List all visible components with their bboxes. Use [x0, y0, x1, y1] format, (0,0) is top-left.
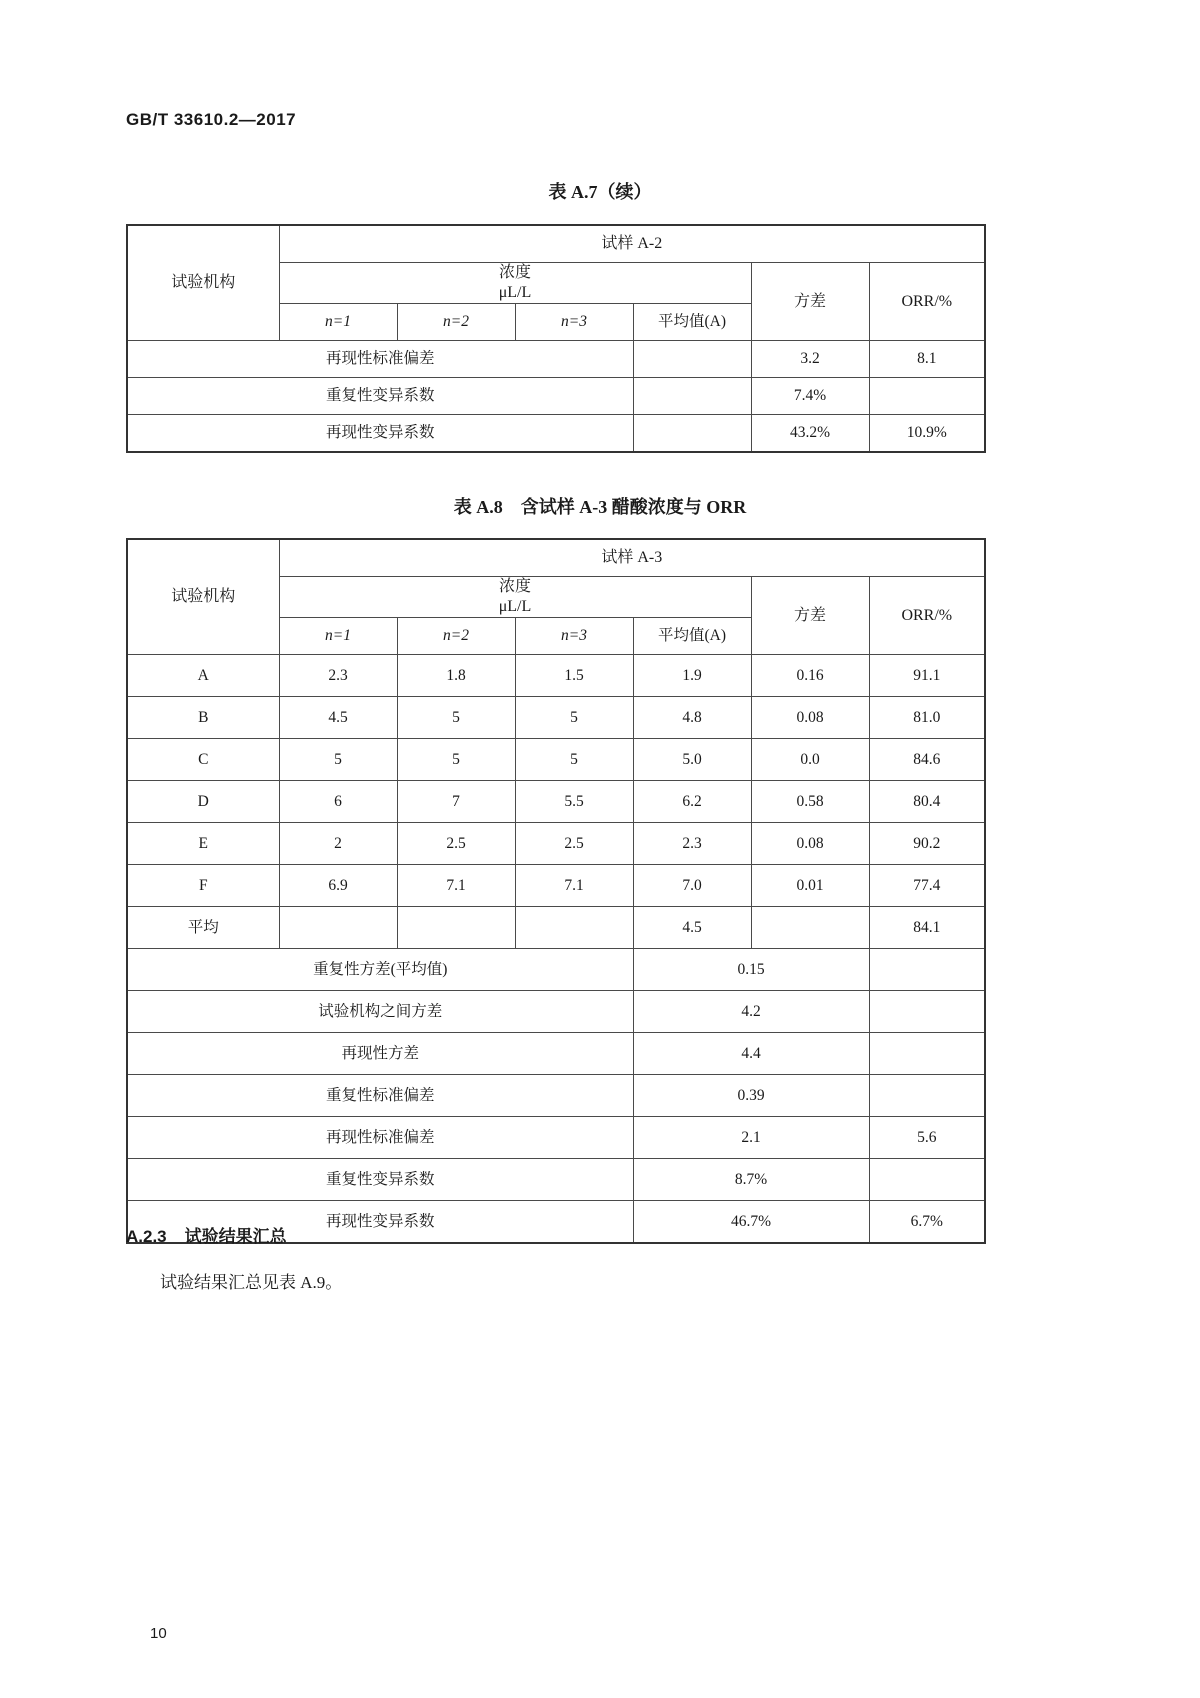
- row-n3: [515, 907, 633, 949]
- row-n3: 1.5: [515, 655, 633, 697]
- summary-orr: 5.6: [869, 1117, 985, 1159]
- summary-label: 重复性变异系数: [127, 378, 633, 415]
- row-mean: 7.0: [633, 865, 751, 907]
- row-n1: 4.5: [279, 697, 397, 739]
- page-header: GB/T 33610.2—2017: [126, 110, 297, 129]
- row-n3: 5: [515, 739, 633, 781]
- row-mean: 2.3: [633, 823, 751, 865]
- header-sample: 试样 A-3: [279, 539, 985, 577]
- summary-label: 再现性变异系数: [127, 1201, 633, 1243]
- header-concentration-line1: 浓度: [498, 264, 531, 281]
- row-n1: 2.3: [279, 655, 397, 697]
- header-variance: 方差: [751, 263, 869, 341]
- summary-value: 8.7%: [633, 1159, 869, 1201]
- row-institution: C: [127, 739, 279, 781]
- row-institution: 平均: [127, 907, 279, 949]
- row-institution: D: [127, 781, 279, 823]
- table-row: [127, 1117, 985, 1159]
- row-variance: [751, 907, 869, 949]
- row-institution: B: [127, 697, 279, 739]
- row-variance: 0.01: [751, 865, 869, 907]
- row-orr: 81.0: [869, 697, 985, 739]
- header-n3: n=3: [515, 304, 633, 341]
- summary-mean: [633, 341, 751, 378]
- summary-label: 再现性变异系数: [127, 415, 633, 453]
- table-row: [127, 378, 985, 415]
- row-variance: 0.08: [751, 823, 869, 865]
- row-n2: 5: [397, 697, 515, 739]
- summary-orr: 10.9%: [869, 415, 985, 453]
- row-institution: E: [127, 823, 279, 865]
- row-n3: 7.1: [515, 865, 633, 907]
- table-row: [127, 907, 985, 949]
- section-paragraph: 试验结果汇总见表 A.9。: [160, 1273, 343, 1292]
- summary-value: 0.39: [633, 1075, 869, 1117]
- row-n1: [279, 907, 397, 949]
- row-mean: 4.8: [633, 697, 751, 739]
- section-title-text: 试验结果汇总: [184, 1227, 287, 1246]
- summary-value: 4.2: [633, 991, 869, 1033]
- summary-label: 再现性标准偏差: [127, 1117, 633, 1159]
- row-n1: 6: [279, 781, 397, 823]
- header-sample: 试样 A-2: [279, 225, 985, 263]
- table-a8: [126, 538, 986, 1244]
- summary-orr: [869, 378, 985, 415]
- row-n2: 5: [397, 739, 515, 781]
- summary-variance: 43.2%: [751, 415, 869, 453]
- summary-value: 0.15: [633, 949, 869, 991]
- summary-orr: 6.7%: [869, 1201, 985, 1243]
- summary-mean: [633, 415, 751, 453]
- header-n1: n=1: [279, 304, 397, 341]
- table-row: [127, 415, 985, 453]
- row-n2: [397, 907, 515, 949]
- header-institution: 试验机构: [127, 225, 279, 341]
- row-n2: 2.5: [397, 823, 515, 865]
- table-row: [127, 1159, 985, 1201]
- row-mean: 1.9: [633, 655, 751, 697]
- table-row: [127, 697, 985, 739]
- row-n1: 5: [279, 739, 397, 781]
- summary-orr: 8.1: [869, 341, 985, 378]
- table-row: [127, 949, 985, 991]
- table-row: [127, 1075, 985, 1117]
- summary-variance: 3.2: [751, 341, 869, 378]
- table-row: [127, 781, 985, 823]
- summary-variance: 7.4%: [751, 378, 869, 415]
- row-institution: F: [127, 865, 279, 907]
- summary-orr: [869, 1159, 985, 1201]
- page-number: 10: [150, 1625, 167, 1642]
- row-variance: 0.16: [751, 655, 869, 697]
- summary-orr: [869, 1033, 985, 1075]
- row-n2: 7.1: [397, 865, 515, 907]
- summary-label: 试验机构之间方差: [127, 991, 633, 1033]
- row-orr: 77.4: [869, 865, 985, 907]
- header-mean: 平均值(A): [633, 304, 751, 341]
- summary-mean: [633, 378, 751, 415]
- row-variance: 0.0: [751, 739, 869, 781]
- summary-orr: [869, 991, 985, 1033]
- header-variance: 方差: [751, 577, 869, 655]
- summary-orr: [869, 949, 985, 991]
- table-row: [127, 225, 985, 263]
- header-orr: ORR/%: [869, 577, 985, 655]
- summary-label: 重复性标准偏差: [127, 1075, 633, 1117]
- section-heading: [126, 1222, 287, 1247]
- header-institution: 试验机构: [127, 539, 279, 655]
- header-concentration-line2: μL/L: [498, 284, 532, 301]
- section-number: A.2.3: [126, 1227, 167, 1246]
- row-mean: 5.0: [633, 739, 751, 781]
- row-variance: 0.58: [751, 781, 869, 823]
- header-n1: n=1: [279, 618, 397, 655]
- row-mean: 6.2: [633, 781, 751, 823]
- summary-label: 重复性方差(平均值): [127, 949, 633, 991]
- summary-value: 2.1: [633, 1117, 869, 1159]
- table-row: [127, 341, 985, 378]
- header-n3: n=3: [515, 618, 633, 655]
- row-n1: 6.9: [279, 865, 397, 907]
- header-n2: n=2: [397, 304, 515, 341]
- row-variance: 0.08: [751, 697, 869, 739]
- table-row: [127, 539, 985, 577]
- table-row: [127, 991, 985, 1033]
- row-orr: 90.2: [869, 823, 985, 865]
- table-row: [127, 865, 985, 907]
- row-n3: 5.5: [515, 781, 633, 823]
- header-concentration-line2: μL/L: [498, 598, 532, 615]
- header-concentration: [279, 263, 751, 304]
- table-row: [127, 823, 985, 865]
- table-a8-caption: 表 A.8 含试样 A-3 醋酸浓度与 ORR: [453, 497, 747, 517]
- row-orr: 84.6: [869, 739, 985, 781]
- table-row: [127, 655, 985, 697]
- header-concentration-line1: 浓度: [498, 578, 531, 595]
- summary-label: 重复性变异系数: [127, 1159, 633, 1201]
- row-n3: 2.5: [515, 823, 633, 865]
- header-n2: n=2: [397, 618, 515, 655]
- summary-label: 再现性标准偏差: [127, 341, 633, 378]
- row-n1: 2: [279, 823, 397, 865]
- row-orr: 84.1: [869, 907, 985, 949]
- row-n3: 5: [515, 697, 633, 739]
- table-row: [127, 1033, 985, 1075]
- table-a7: [126, 224, 986, 453]
- header-orr: ORR/%: [869, 263, 985, 341]
- table-a7-caption: 表 A.7（续）: [548, 182, 652, 202]
- header-mean: 平均值(A): [633, 618, 751, 655]
- row-institution: A: [127, 655, 279, 697]
- summary-orr: [869, 1075, 985, 1117]
- row-n2: 7: [397, 781, 515, 823]
- row-mean: 4.5: [633, 907, 751, 949]
- summary-label: 再现性方差: [127, 1033, 633, 1075]
- row-orr: 80.4: [869, 781, 985, 823]
- summary-value: 46.7%: [633, 1201, 869, 1243]
- summary-value: 4.4: [633, 1033, 869, 1075]
- row-orr: 91.1: [869, 655, 985, 697]
- row-n2: 1.8: [397, 655, 515, 697]
- header-concentration: [279, 577, 751, 618]
- table-row: [127, 739, 985, 781]
